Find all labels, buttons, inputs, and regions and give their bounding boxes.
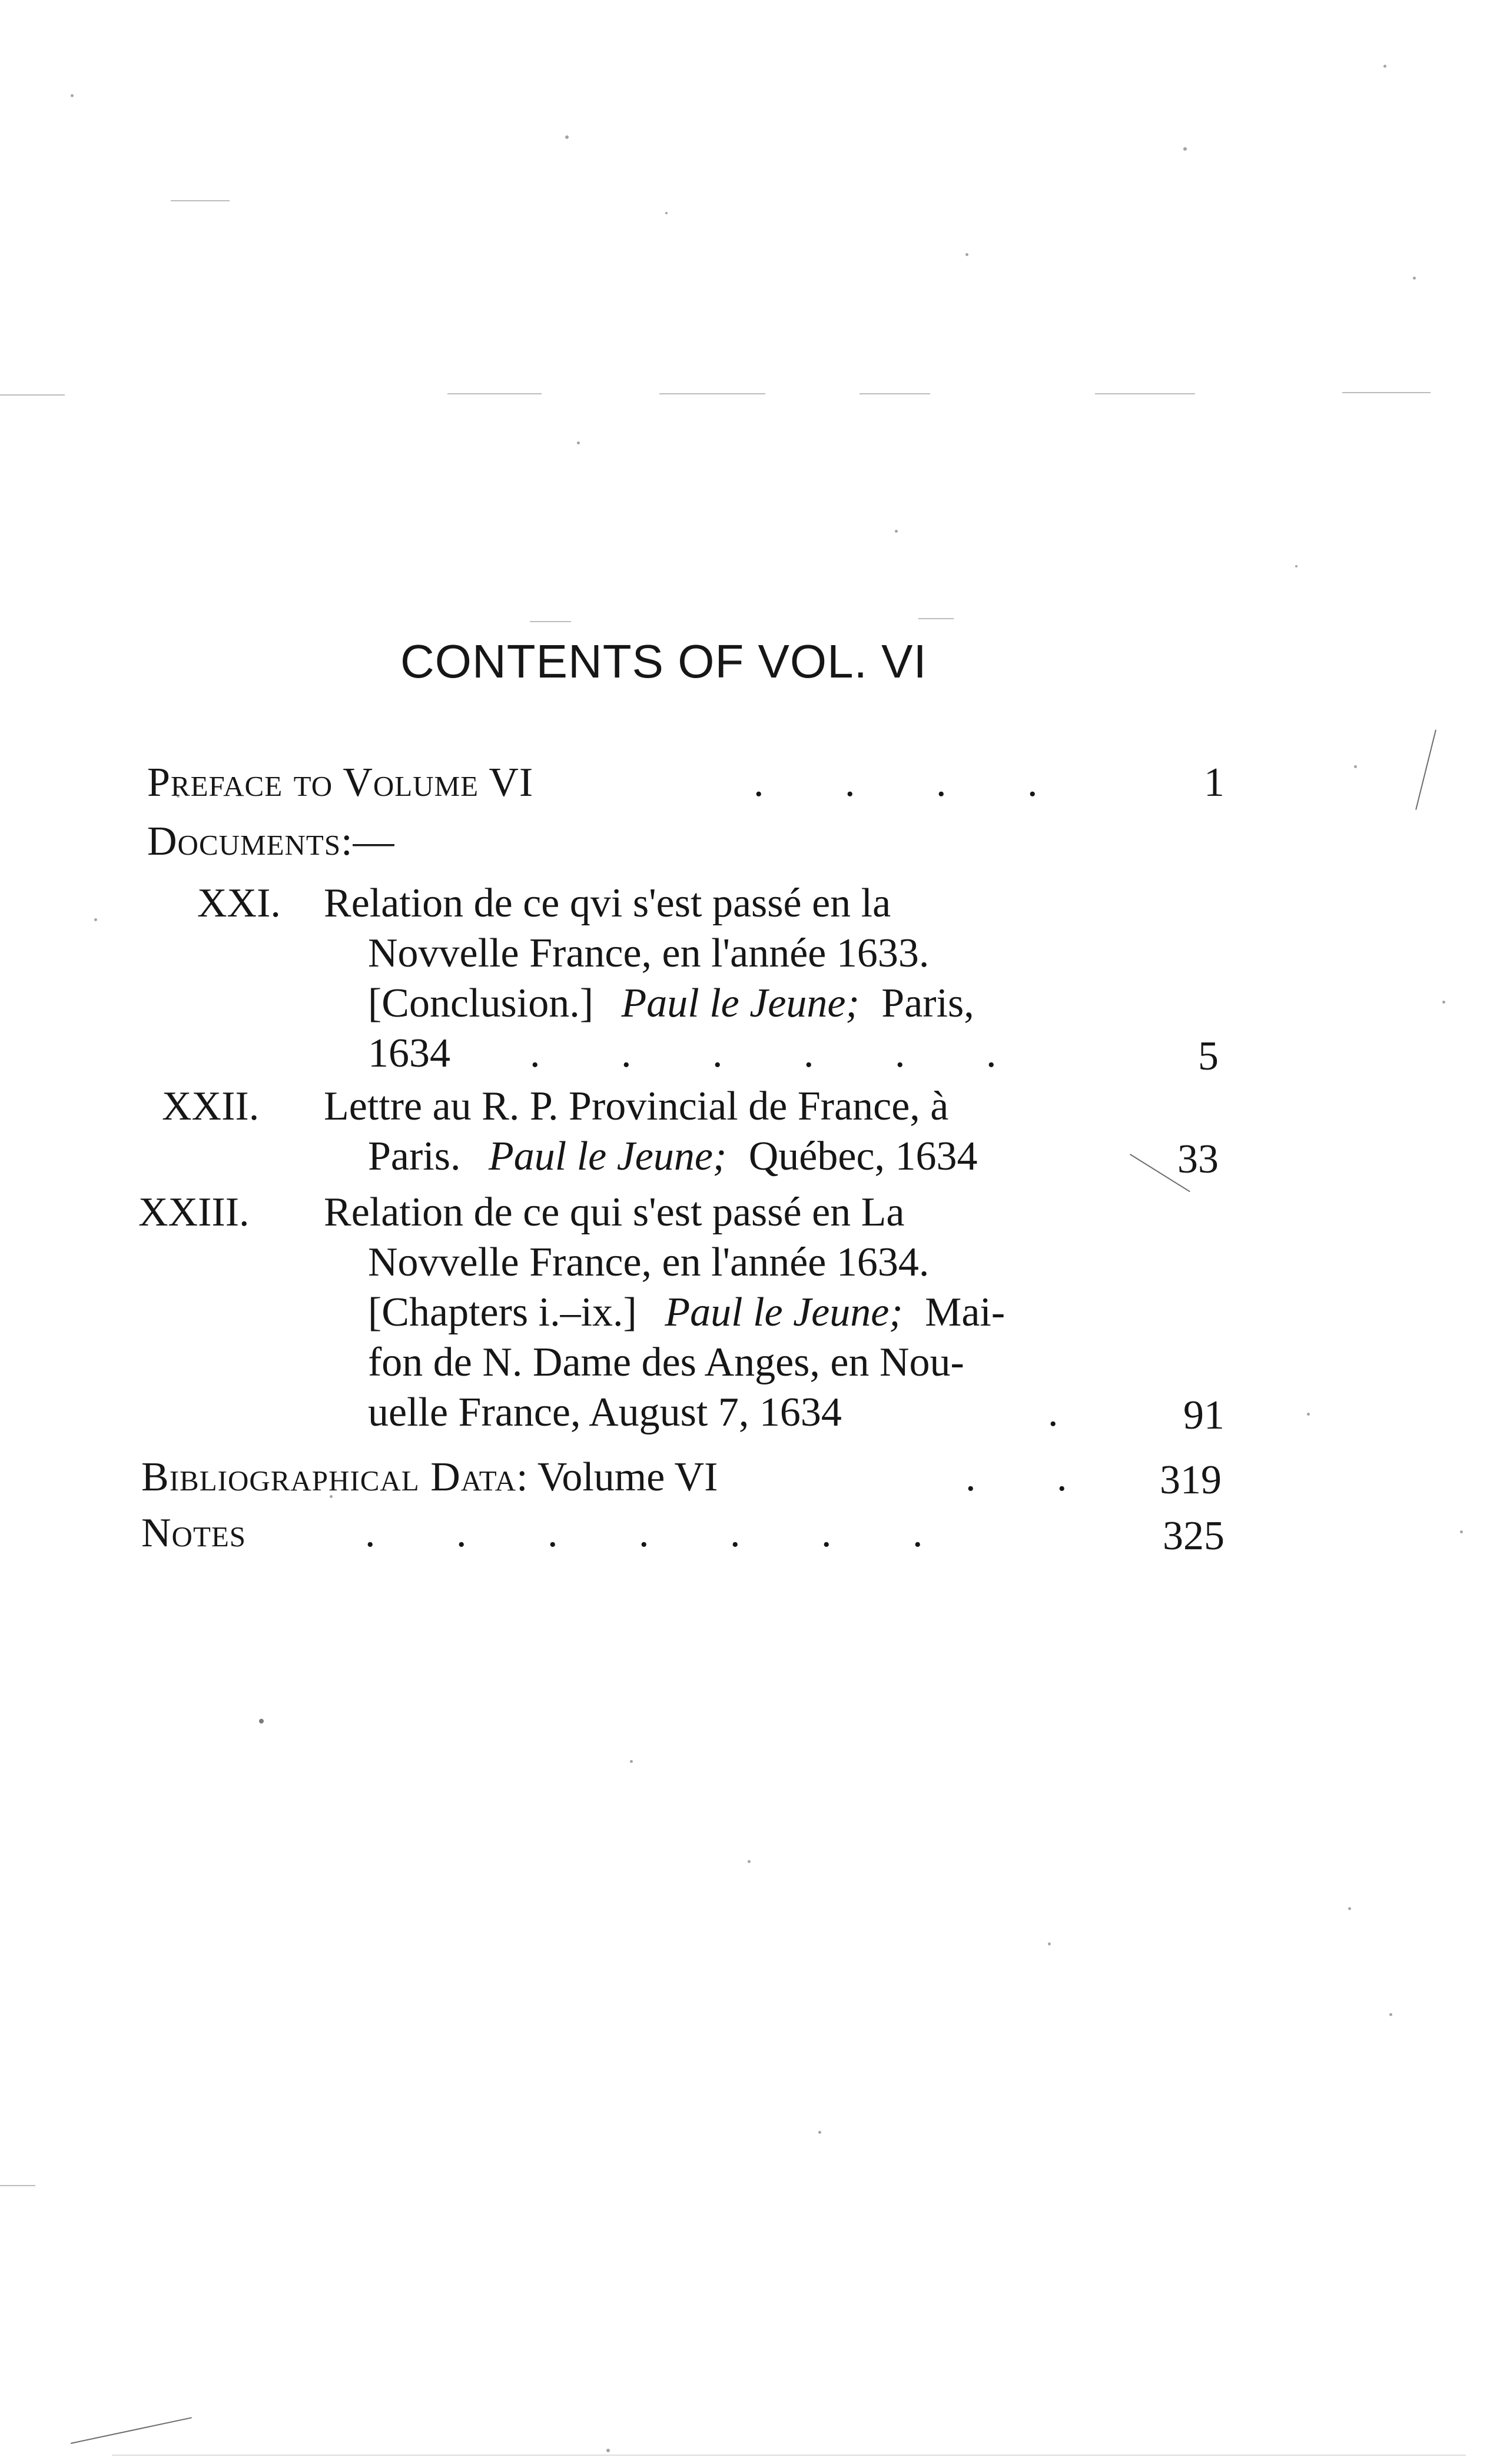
- entry-label: Preface to Volume VI: [147, 760, 534, 805]
- entry-author: Paul le Jeune;: [489, 1134, 727, 1179]
- entry-text: 1634: [368, 1031, 450, 1076]
- leader-dots: . .: [965, 1455, 1103, 1500]
- entry-text: Novvelle France, en l'année 1633.: [368, 931, 930, 976]
- entry-label-part: : Volume VI: [516, 1455, 718, 1500]
- entry-text-part: [Chapters i.–ix.]: [368, 1290, 637, 1335]
- entry-text: Relation de ce qvi s'est passé en la: [324, 881, 891, 926]
- entry-label: [141, 1454, 718, 1501]
- entry-text: Relation de ce qui s'est passé en La: [324, 1190, 905, 1235]
- entry-text: Novvelle France, en l'année 1634.: [368, 1240, 930, 1285]
- page-number: 1: [1204, 760, 1224, 805]
- entry-text: [368, 980, 974, 1027]
- leader-dots: . . . . . . .: [365, 1510, 958, 1556]
- leader-dots: . . . .: [754, 760, 1073, 805]
- entry-author: Paul le Jeune;: [621, 981, 859, 1026]
- page-number: 91: [1183, 1393, 1224, 1438]
- leader-dots: . . . . . .: [530, 1031, 1032, 1076]
- entry-label-part: Bibliographical Data: [141, 1455, 517, 1500]
- entry-numeral: XXIII.: [138, 1190, 250, 1235]
- entry-text: fon de N. Dame des Anges, en Nou-: [368, 1340, 964, 1385]
- page-number: 325: [1163, 1513, 1224, 1559]
- leader-dots: .: [1048, 1390, 1094, 1435]
- entry-text: [368, 1289, 1005, 1336]
- page-number: 5: [1198, 1034, 1219, 1079]
- entry-text-part: Québec, 1634: [748, 1134, 978, 1179]
- section-heading: Documents:—: [147, 819, 395, 864]
- entry-text: uelle France, August 7, 1634: [368, 1390, 842, 1435]
- entry-label: Notes: [141, 1510, 247, 1556]
- entry-text: Lettre au R. P. Provincial de France, à: [324, 1084, 949, 1129]
- entry-text-part: Mai-: [925, 1290, 1005, 1335]
- entry-text: [368, 1133, 978, 1180]
- entry-text-part: [Conclusion.]: [368, 981, 594, 1026]
- page-number: 33: [1177, 1137, 1219, 1182]
- entry-author: Paul le Jeune;: [665, 1290, 903, 1335]
- entry-text-part: Paris,: [881, 981, 974, 1026]
- entry-numeral: XXI.: [197, 881, 281, 926]
- page-title: CONTENTS OF VOL. VI: [400, 635, 927, 688]
- entry-numeral: XXII.: [162, 1084, 260, 1129]
- entry-text-part: Paris.: [368, 1134, 461, 1179]
- pencil-stroke: [1415, 730, 1436, 810]
- page-number: 319: [1160, 1457, 1222, 1503]
- pencil-stroke: [71, 2417, 192, 2444]
